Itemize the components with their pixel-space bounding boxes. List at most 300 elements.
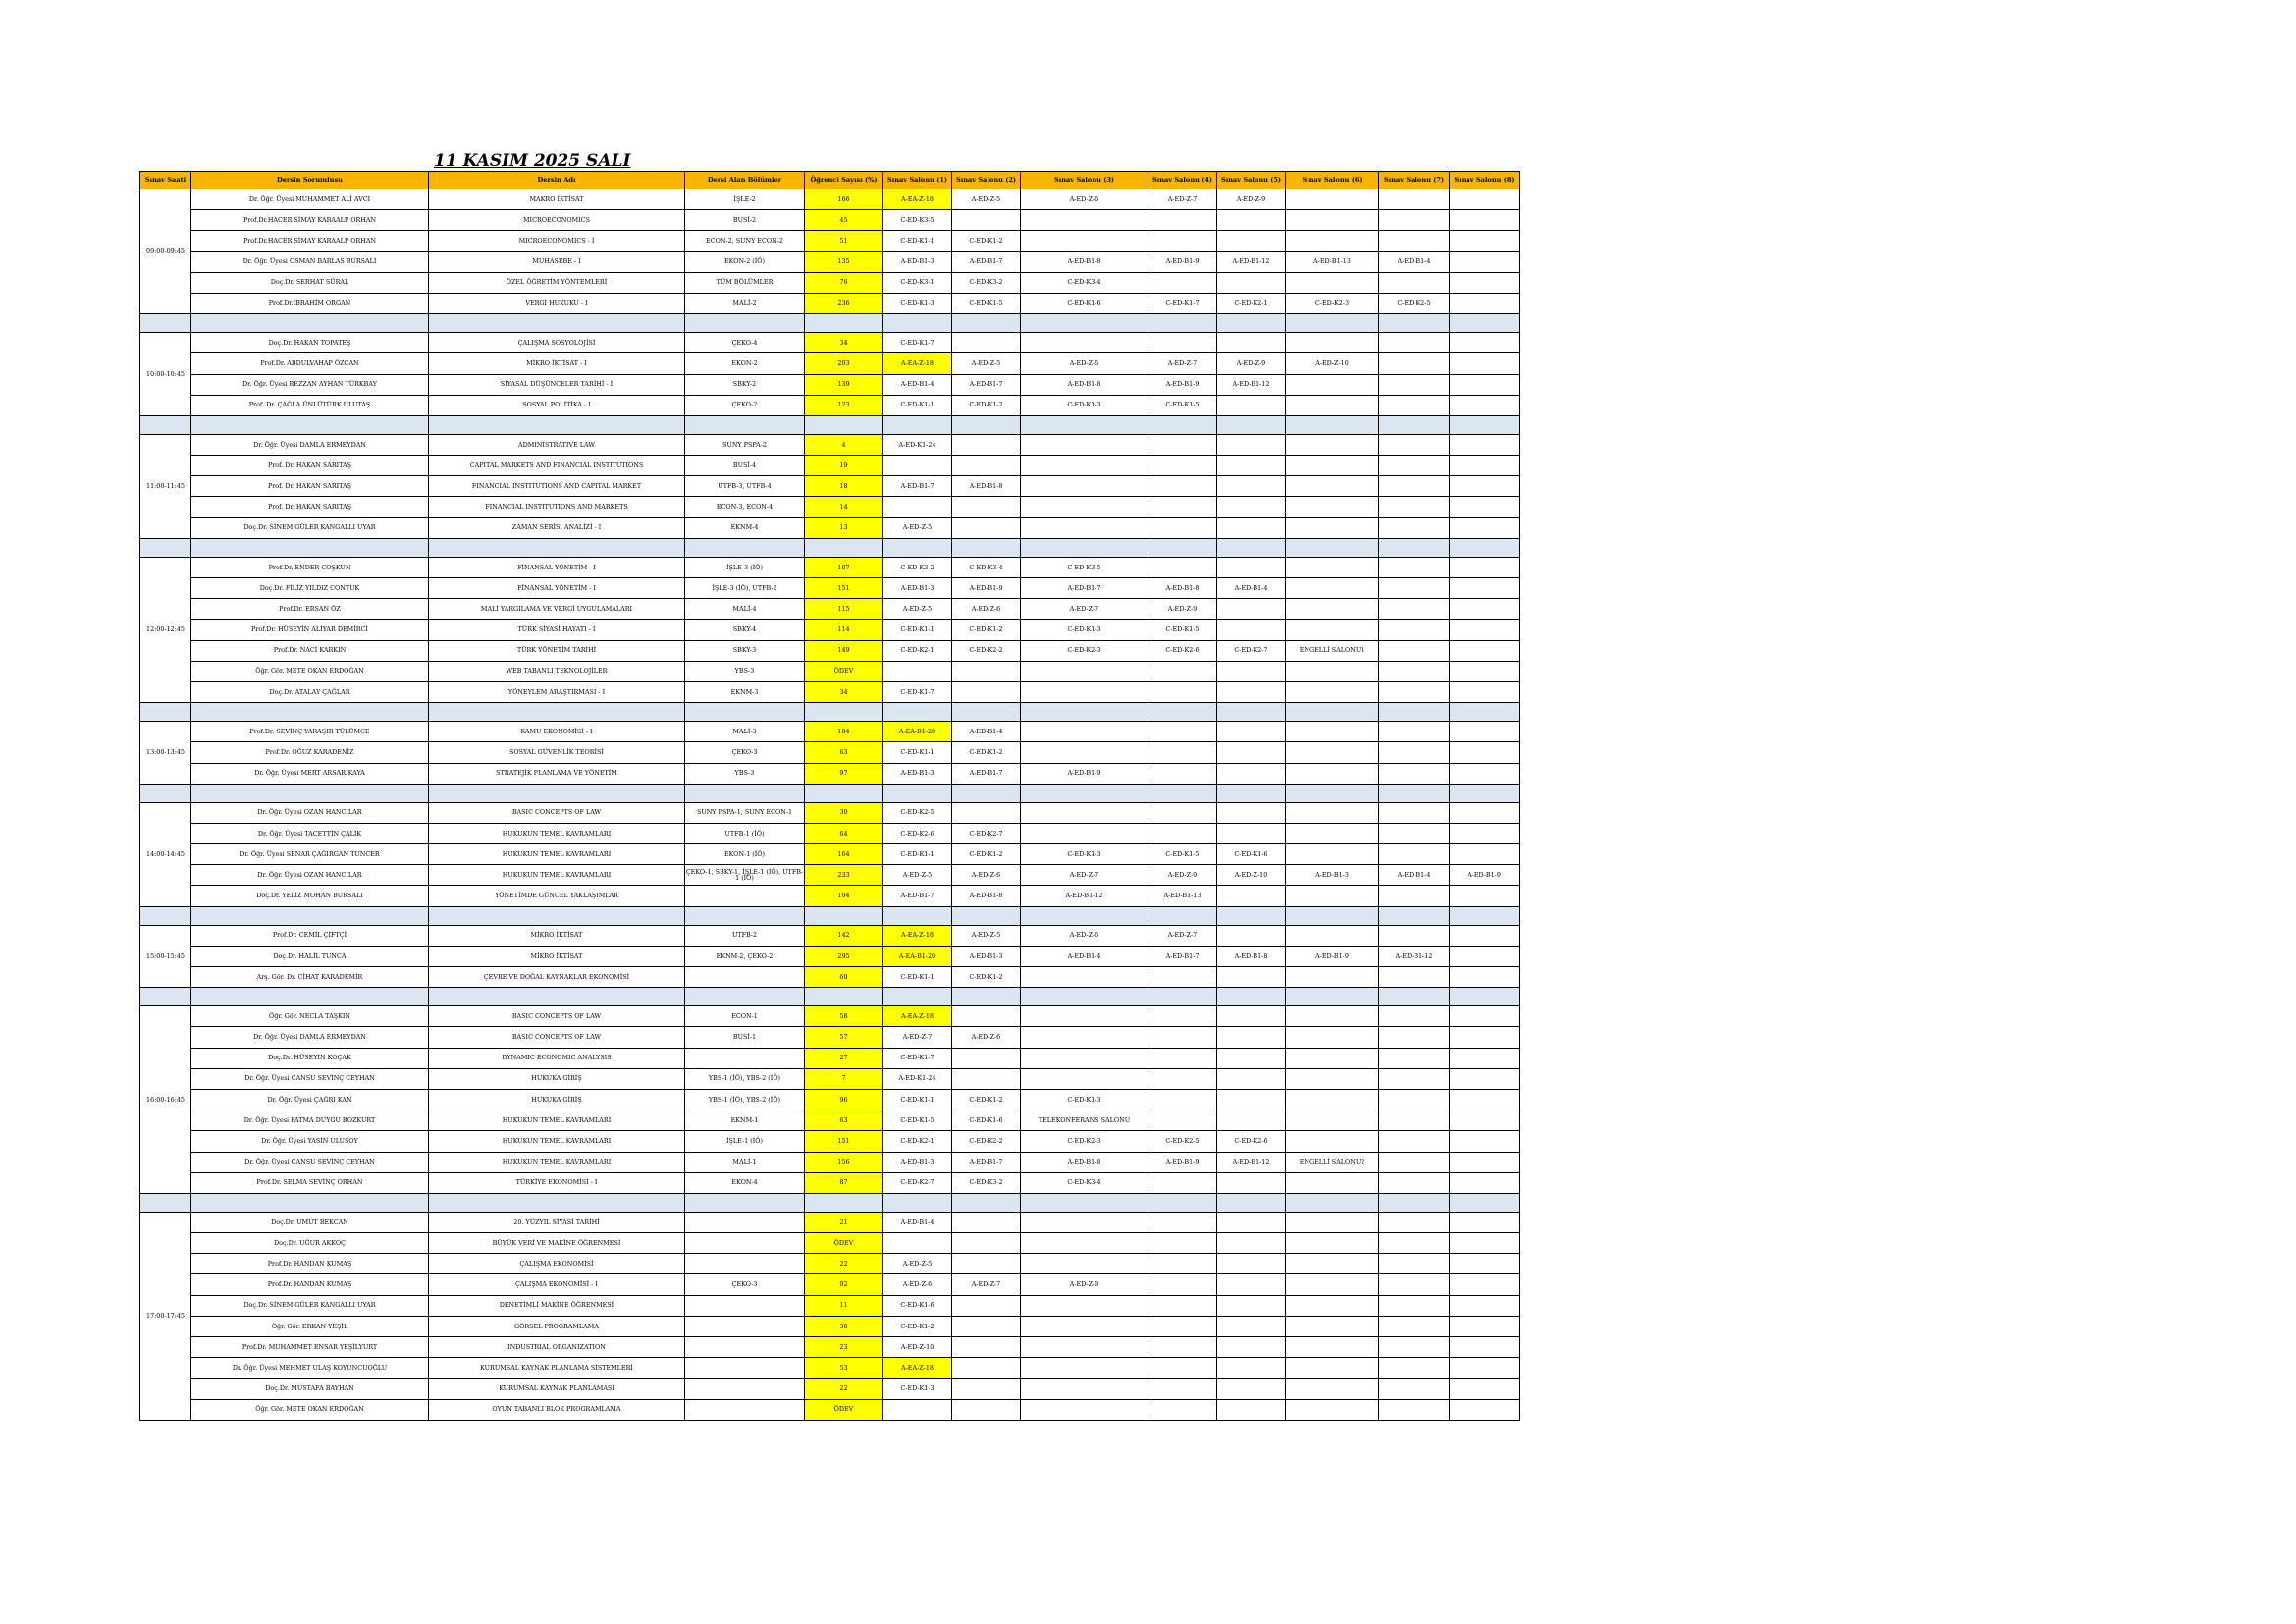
exam-room-cell [1286, 497, 1379, 517]
exam-room-cell [1450, 1089, 1520, 1110]
exam-room-cell [883, 1233, 952, 1254]
instructor-cell: Dr. Öğr. Üyesi MUHAMMET ALİ AVCI [191, 189, 429, 210]
course-cell: HUKUKA GİRİŞ [429, 1068, 685, 1089]
exam-room-cell [1021, 1048, 1148, 1068]
student-count-cell: 63 [805, 1110, 883, 1131]
exam-room-cell: A-ED-B1-4 [952, 722, 1021, 742]
exam-room-cell [1379, 967, 1450, 988]
exam-room-cell [1021, 1379, 1148, 1399]
block-separator [140, 1193, 1520, 1212]
exam-room-cell [952, 333, 1021, 353]
exam-room-cell [952, 1212, 1021, 1232]
instructor-cell: Doç.Dr. HALİL TUNCA [191, 946, 429, 966]
exam-room-cell [1379, 1379, 1450, 1399]
exam-room-cell: A-ED-Z-6 [883, 1274, 952, 1295]
student-count-cell: 22 [805, 1254, 883, 1274]
exam-room-cell: A-ED-Z-6 [1021, 925, 1148, 946]
block-separator [140, 988, 1520, 1006]
exam-room-cell: C-ED-K1-5 [1148, 395, 1217, 415]
exam-room-cell: A-ED-B1-8 [952, 476, 1021, 497]
exam-room-cell: A-ED-Z-7 [1148, 189, 1217, 210]
departments-cell: ECON-2, SUNY ECON-2 [685, 231, 805, 251]
exam-room-cell: C-ED-K1-5 [952, 293, 1021, 313]
departments-cell: UTFB-1 (İÖ) [685, 823, 805, 843]
exam-room-cell [1148, 231, 1217, 251]
exam-room-cell [1286, 333, 1379, 353]
instructor-cell: Dr. Öğr. Üyesi FATMA DUYGU BOZKURT [191, 1110, 429, 1131]
exam-room-cell [1286, 1089, 1379, 1110]
exam-room-cell [1148, 1399, 1217, 1420]
exam-room-cell: A-ED-B1-7 [952, 1152, 1021, 1172]
exam-room-cell [1286, 272, 1379, 293]
exam-room-cell [1450, 925, 1520, 946]
instructor-cell: Prof.Dr. NACİ KARKIN [191, 640, 429, 661]
departments-cell: YBS-3 [685, 763, 805, 784]
exam-room-cell: A-ED-Z-5 [952, 189, 1021, 210]
student-count-cell: 63 [805, 742, 883, 763]
exam-room-cell [1021, 333, 1148, 353]
exam-time-cell: 15:00-15:45 [140, 925, 191, 988]
exam-room-cell: A-ED-B1-4 [883, 374, 952, 395]
student-count-cell: 4 [805, 434, 883, 455]
course-cell: SOSYAL GÜVENLİK TEORİSİ [429, 742, 685, 763]
instructor-cell: Prof.Dr. ERSAN ÖZ [191, 599, 429, 620]
instructor-cell: Öğr. Gör. METE OKAN ERDOĞAN [191, 1399, 429, 1420]
exam-room-cell: A-ED-B1-13 [1286, 251, 1379, 272]
course-cell: BÜYÜK VERİ VE MAKİNE ÖĞRENMESİ [429, 1233, 685, 1254]
exam-room-cell [1286, 189, 1379, 210]
table-row [140, 1274, 1520, 1295]
student-count-cell: 115 [805, 599, 883, 620]
block-separator [140, 415, 1520, 434]
table-row [140, 681, 1520, 702]
exam-room-cell [1450, 742, 1520, 763]
instructor-cell: Dr. Öğr. Üyesi SENAR ÇAĞIRGAN TUNCER [191, 844, 429, 865]
exam-room-cell: A-ED-B1-7 [952, 763, 1021, 784]
student-count-cell: 53 [805, 1358, 883, 1379]
exam-room-cell: C-ED-K2-7 [952, 823, 1021, 843]
column-header: Sınav Saati [140, 172, 191, 189]
exam-room-cell [1379, 333, 1450, 353]
instructor-cell: Öğr. Gör. ERKAN YEŞİL [191, 1316, 429, 1336]
exam-room-cell [1148, 1316, 1217, 1336]
course-cell: 20. YÜZYIL SİYASİ TARİHİ [429, 1212, 685, 1232]
exam-room-cell: A-ED-Z-7 [1148, 925, 1217, 946]
exam-room-cell [1379, 1068, 1450, 1089]
exam-room-cell [1021, 1233, 1148, 1254]
exam-room-cell [1148, 1048, 1217, 1068]
course-cell: ÇALIŞMA SOSYOLOJİSİ [429, 333, 685, 353]
exam-room-cell [1450, 210, 1520, 231]
course-cell: BASIC CONCEPTS OF LAW [429, 1006, 685, 1027]
exam-room-cell: C-ED-K3-2 [952, 272, 1021, 293]
exam-room-cell [1217, 231, 1286, 251]
exam-room-cell [1379, 210, 1450, 231]
exam-room-cell [1021, 456, 1148, 476]
exam-room-cell [1379, 661, 1450, 681]
exam-room-cell: C-ED-K2-2 [952, 640, 1021, 661]
course-cell: HUKUKUN TEMEL KAVRAMLARI [429, 1152, 685, 1172]
departments-cell: EKNM-2, ÇEKO-2 [685, 946, 805, 966]
course-cell: BASIC CONCEPTS OF LAW [429, 802, 685, 823]
exam-room-cell [1450, 1316, 1520, 1336]
exam-room-cell [1286, 599, 1379, 620]
table-row [140, 1131, 1520, 1152]
student-count-cell: 34 [805, 681, 883, 702]
departments-cell: İŞLE-3 (İÖ) [685, 557, 805, 577]
exam-room-cell: C-ED-K1-6 [1021, 293, 1148, 313]
exam-room-cell [952, 681, 1021, 702]
exam-room-cell: A-ED-B1-3 [883, 578, 952, 599]
table-row [140, 742, 1520, 763]
exam-room-cell [952, 802, 1021, 823]
departments-cell: MALİ-4 [685, 599, 805, 620]
exam-room-cell: A-ED-Z-6 [952, 599, 1021, 620]
exam-room-cell: A-ED-B1-9 [1286, 946, 1379, 966]
exam-room-cell: C-ED-K3-2 [883, 557, 952, 577]
exam-room-cell: A-ED-B1-9 [1148, 1152, 1217, 1172]
exam-room-cell [952, 1295, 1021, 1316]
table-row [140, 456, 1520, 476]
exam-room-cell [1148, 1379, 1217, 1399]
exam-room-cell [1021, 742, 1148, 763]
table-row [140, 620, 1520, 640]
table-row [140, 1110, 1520, 1131]
exam-room-cell: A-ED-B1-7 [1021, 578, 1148, 599]
exam-room-cell: A-ED-Z-7 [1148, 353, 1217, 374]
course-cell: KURUMSAL KAYNAK PLANLAMA SİSTEMLERİ [429, 1358, 685, 1379]
exam-room-cell: A-ED-K1-24 [883, 1068, 952, 1089]
exam-room-cell [1450, 1254, 1520, 1274]
exam-room-cell: A-ED-B1-4 [1379, 251, 1450, 272]
student-count-cell: 57 [805, 1027, 883, 1048]
course-cell: MİKRO İKTİSAT [429, 946, 685, 966]
exam-room-cell [1286, 681, 1379, 702]
exam-room-cell [1450, 886, 1520, 906]
student-count-cell: 58 [805, 1006, 883, 1027]
student-count-cell: 45 [805, 210, 883, 231]
course-cell: BASIC CONCEPTS OF LAW [429, 1027, 685, 1048]
student-count-cell: 114 [805, 620, 883, 640]
student-count-cell: 233 [805, 865, 883, 886]
exam-room-cell [1217, 1233, 1286, 1254]
exam-room-cell [1379, 1048, 1450, 1068]
exam-room-cell: A-ED-Z-9 [1021, 1274, 1148, 1295]
exam-room-cell [1379, 722, 1450, 742]
instructor-cell: Doç.Dr. UĞUR AKKOÇ [191, 1233, 429, 1254]
instructor-cell: Prof.Dr. ENDER COŞKUN [191, 557, 429, 577]
exam-room-cell: A-ED-B1-9 [1021, 763, 1148, 784]
exam-room-cell [1217, 661, 1286, 681]
exam-room-cell [883, 661, 952, 681]
exam-room-cell [1217, 1295, 1286, 1316]
exam-room-cell [1379, 1358, 1450, 1379]
course-cell: MUHASEBE - I [429, 251, 685, 272]
exam-room-cell [1148, 1089, 1217, 1110]
exam-room-cell [1148, 681, 1217, 702]
table-row [140, 1295, 1520, 1316]
student-count-cell: 156 [805, 1152, 883, 1172]
exam-room-cell [1286, 886, 1379, 906]
exam-room-cell [1021, 661, 1148, 681]
exam-room-cell: C-ED-K1-1 [883, 395, 952, 415]
instructor-cell: Dr. Öğr. Üyesi OZAN HANCILAR [191, 802, 429, 823]
departments-cell: BUSİ-2 [685, 210, 805, 231]
student-count-cell: 295 [805, 946, 883, 966]
exam-room-cell [1021, 1006, 1148, 1027]
exam-room-cell [1286, 1172, 1379, 1193]
course-cell: HUKUKUN TEMEL KAVRAMLARI [429, 1131, 685, 1152]
exam-room-cell [1450, 1172, 1520, 1193]
student-count-cell: 107 [805, 557, 883, 577]
exam-room-cell [1450, 1337, 1520, 1358]
exam-room-cell: C-ED-K2-7 [883, 1172, 952, 1193]
exam-room-cell [1021, 434, 1148, 455]
exam-room-cell [952, 1399, 1021, 1420]
departments-cell [685, 1233, 805, 1254]
exam-room-cell: ENGELLİ SALONU1 [1286, 640, 1379, 661]
departments-cell: ECON-1 [685, 1006, 805, 1027]
exam-room-cell [952, 1006, 1021, 1027]
exam-room-cell [1217, 1274, 1286, 1295]
table-row [140, 802, 1520, 823]
course-cell: DENETİMLİ MAKİNE ÖĞRENMESİ [429, 1295, 685, 1316]
exam-room-cell [1148, 1172, 1217, 1193]
exam-room-cell [1450, 599, 1520, 620]
student-count-cell: 51 [805, 231, 883, 251]
exam-room-cell [1021, 1295, 1148, 1316]
table-row [140, 1399, 1520, 1420]
departments-cell: TÜM BÖLÜMLER [685, 272, 805, 293]
course-cell: OYUN TABANLI BLOK PROGRAMLAMA [429, 1399, 685, 1420]
exam-room-cell [1148, 1254, 1217, 1274]
exam-room-cell: C-ED-K2-2 [952, 1131, 1021, 1152]
course-cell: HUKUKUN TEMEL KAVRAMLARI [429, 844, 685, 865]
exam-room-cell [883, 497, 952, 517]
student-count-cell: 23 [805, 1337, 883, 1358]
departments-cell: EKON-2 [685, 353, 805, 374]
exam-room-cell [1286, 456, 1379, 476]
exam-room-cell [1379, 823, 1450, 843]
departments-cell: SBKY-4 [685, 620, 805, 640]
exam-room-cell [1217, 925, 1286, 946]
exam-room-cell [1217, 333, 1286, 353]
exam-room-cell [1148, 1110, 1217, 1131]
exam-room-cell [1379, 844, 1450, 865]
student-count-cell: 34 [805, 333, 883, 353]
exam-room-cell [1450, 661, 1520, 681]
instructor-cell: Doç.Dr. ATALAY ÇAĞLAR [191, 681, 429, 702]
exam-room-cell: C-ED-K3-4 [1021, 1172, 1148, 1193]
course-cell: FINANCIAL INSTITUTIONS AND MARKETS [429, 497, 685, 517]
column-header: Sınav Salonu (8) [1450, 172, 1520, 189]
exam-room-cell: A-ED-B1-12 [1021, 886, 1148, 906]
exam-room-cell [1217, 1379, 1286, 1399]
exam-room-cell [1379, 456, 1450, 476]
departments-cell [685, 1295, 805, 1316]
exam-room-cell [1021, 1337, 1148, 1358]
table-row [140, 886, 1520, 906]
exam-room-cell [1379, 374, 1450, 395]
exam-room-cell: C-ED-K2-5 [1379, 293, 1450, 313]
student-count-cell: 184 [805, 722, 883, 742]
student-count-cell: 64 [805, 823, 883, 843]
exam-room-cell: C-ED-K1-6 [1217, 844, 1286, 865]
exam-room-cell: C-ED-K1-6 [883, 1295, 952, 1316]
instructor-cell: Dr. Öğr. Üyesi CANSU SEVİNÇ CEYHAN [191, 1068, 429, 1089]
exam-room-cell: A-ED-B1-7 [883, 886, 952, 906]
exam-room-cell [1379, 1131, 1450, 1152]
exam-room-cell: A-ED-B1-9 [1148, 251, 1217, 272]
column-header: Sınav Salonu (6) [1286, 172, 1379, 189]
instructor-cell: Doç.Dr. YELİZ MOHAN BURSALI [191, 886, 429, 906]
exam-room-cell [1148, 1068, 1217, 1089]
table-row [140, 925, 1520, 946]
exam-room-cell [1286, 1027, 1379, 1048]
exam-room-cell [1148, 1337, 1217, 1358]
exam-room-cell [1379, 272, 1450, 293]
table-row [140, 353, 1520, 374]
exam-room-cell [1286, 1233, 1379, 1254]
exam-room-cell [1379, 353, 1450, 374]
instructor-cell: Prof. Dr. HAKAN SARITAŞ [191, 476, 429, 497]
exam-room-cell [1450, 640, 1520, 661]
student-count-cell: 7 [805, 1068, 883, 1089]
exam-room-cell [1379, 578, 1450, 599]
exam-room-cell [1286, 823, 1379, 843]
departments-cell [685, 1254, 805, 1274]
exam-room-cell [1148, 434, 1217, 455]
exam-room-cell: A-ED-Z-10 [883, 1337, 952, 1358]
table-row [140, 599, 1520, 620]
student-count-cell: 27 [805, 1048, 883, 1068]
exam-room-cell: A-ED-B1-8 [952, 886, 1021, 906]
table-row [140, 1337, 1520, 1358]
student-count-cell: ÖDEV [805, 1399, 883, 1420]
exam-room-cell [1021, 681, 1148, 702]
exam-room-cell: C-ED-K2-7 [1217, 640, 1286, 661]
exam-room-cell [1148, 557, 1217, 577]
exam-room-cell [1450, 517, 1520, 538]
exam-room-cell: A-ED-B1-8 [1148, 578, 1217, 599]
table-row [140, 517, 1520, 538]
exam-room-cell: C-ED-K1-5 [1148, 620, 1217, 640]
exam-room-cell [1450, 251, 1520, 272]
exam-room-cell: C-ED-K1-3 [1021, 844, 1148, 865]
exam-room-cell [1286, 1337, 1379, 1358]
course-cell: MAKRO İKTİSAT [429, 189, 685, 210]
departments-cell: EKNM-4 [685, 517, 805, 538]
course-cell: YÖNEYLEM ARAŞTIRMASI - I [429, 681, 685, 702]
exam-room-cell [1286, 476, 1379, 497]
exam-room-cell [1379, 476, 1450, 497]
exam-room-cell: C-ED-K2-1 [883, 1131, 952, 1152]
exam-room-cell: A-ED-B1-7 [952, 374, 1021, 395]
table-row [140, 844, 1520, 865]
exam-room-cell: C-ED-K3-1 [883, 272, 952, 293]
exam-room-cell [1148, 967, 1217, 988]
exam-room-cell [1379, 886, 1450, 906]
exam-room-cell [1286, 620, 1379, 640]
course-cell: INDUSTRIAL ORGANIZATION [429, 1337, 685, 1358]
table-row [140, 1254, 1520, 1274]
exam-room-cell [1148, 823, 1217, 843]
exam-room-cell: A-ED-Z-5 [952, 353, 1021, 374]
instructor-cell: Dr. Öğr. Üyesi DAMLA ERMEYDAN [191, 1027, 429, 1048]
exam-schedule-table [139, 171, 1520, 1421]
exam-room-cell [1450, 1233, 1520, 1254]
exam-room-cell: C-ED-K1-1 [883, 967, 952, 988]
course-cell: ÖZEL ÖĞRETİM YÖNTEMLERİ [429, 272, 685, 293]
student-count-cell: 14 [805, 497, 883, 517]
departments-cell: İŞLE-2 [685, 189, 805, 210]
student-count-cell: 135 [805, 251, 883, 272]
exam-room-cell: A-ED-Z-7 [1021, 865, 1148, 886]
exam-room-cell [1286, 1254, 1379, 1274]
student-count-cell: 151 [805, 1131, 883, 1152]
course-cell: YÖNETİMDE GÜNCEL YAKLAŞIMLAR [429, 886, 685, 906]
exam-time-cell: 17:00-17:45 [140, 1212, 191, 1420]
exam-room-cell: A-EA-B1-20 [883, 722, 952, 742]
exam-room-cell [1450, 1152, 1520, 1172]
departments-cell [685, 1048, 805, 1068]
instructor-cell: Doç.Dr. UMUT BEKCAN [191, 1212, 429, 1232]
exam-room-cell [1217, 1337, 1286, 1358]
departments-cell: EKNM-1 [685, 1110, 805, 1131]
table-row [140, 231, 1520, 251]
instructor-cell: Prof. Dr. ÇAĞLA ÜNLÜTÜRK ULUTAŞ [191, 395, 429, 415]
exam-room-cell [1217, 742, 1286, 763]
table-row [140, 1048, 1520, 1068]
exam-room-cell [1286, 722, 1379, 742]
exam-room-cell: A-ED-B1-12 [1217, 251, 1286, 272]
exam-room-cell: A-EA-B1-20 [883, 946, 952, 966]
exam-room-cell: A-EA-Z-18 [883, 1358, 952, 1379]
exam-room-cell: A-ED-B1-4 [1379, 865, 1450, 886]
student-count-cell: 22 [805, 1379, 883, 1399]
exam-room-cell: C-ED-K1-2 [952, 231, 1021, 251]
course-cell: GÖRSEL PROGRAMLAMA [429, 1316, 685, 1336]
departments-cell: MALİ-1 [685, 1152, 805, 1172]
exam-room-cell: A-ED-Z-5 [883, 865, 952, 886]
exam-room-cell [1379, 395, 1450, 415]
exam-room-cell [1450, 557, 1520, 577]
exam-room-cell [952, 1048, 1021, 1068]
exam-room-cell [1450, 395, 1520, 415]
exam-room-cell: C-ED-K1-2 [883, 1316, 952, 1336]
exam-room-cell [1021, 1254, 1148, 1274]
column-header: Sınav Salonu (2) [952, 172, 1021, 189]
student-count-cell: 142 [805, 925, 883, 946]
instructor-cell: Dr. Öğr. Üyesi MERT ARSARIKAYA [191, 763, 429, 784]
instructor-cell: Prof.Dr. OĞUZ KARADENİZ [191, 742, 429, 763]
exam-room-cell [1379, 1027, 1450, 1048]
column-header: Sınav Salonu (1) [883, 172, 952, 189]
exam-room-cell [1021, 210, 1148, 231]
instructor-cell: Doç.Dr. HÜSEYİN KOÇAK [191, 1048, 429, 1068]
block-separator [140, 784, 1520, 802]
exam-room-cell: C-ED-K1-3 [1021, 1089, 1148, 1110]
exam-room-cell: C-ED-K1-2 [952, 395, 1021, 415]
departments-cell [685, 1316, 805, 1336]
column-header: Dersin Sorumlusu [191, 172, 429, 189]
exam-room-cell [1379, 1316, 1450, 1336]
course-cell: HUKUKUN TEMEL KAVRAMLARI [429, 823, 685, 843]
instructor-cell: Prof.Dr. CEMİL ÇİFTÇİ [191, 925, 429, 946]
student-count-cell: 36 [805, 1316, 883, 1336]
instructor-cell: Doç.Dr. SİNEM GÜLER KANGALLI UYAR [191, 517, 429, 538]
exam-room-cell [1379, 1212, 1450, 1232]
